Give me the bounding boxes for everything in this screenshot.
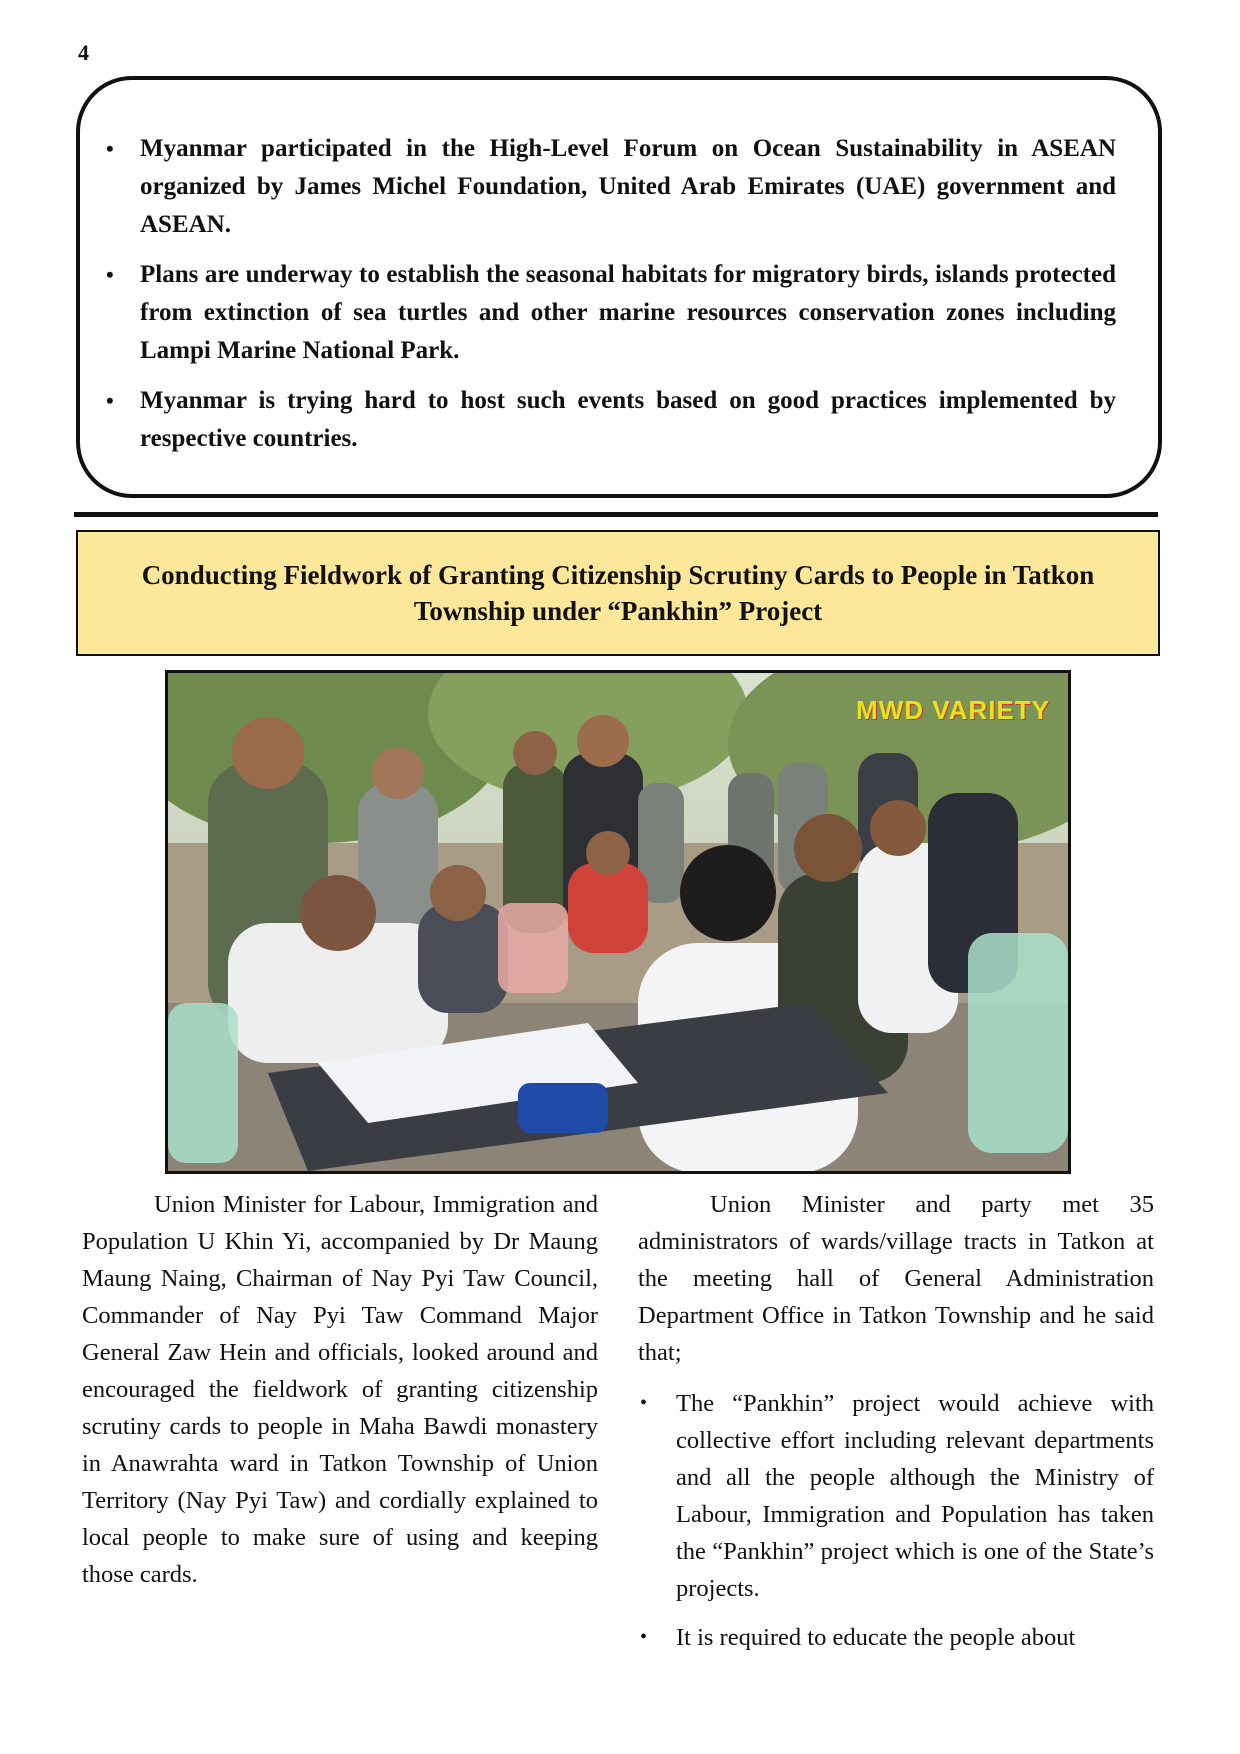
section-divider (74, 512, 1158, 517)
article-column-right (638, 1186, 1154, 1668)
article-bullet-item: • It is required to educate the people about (676, 1619, 1154, 1656)
article-photo (165, 670, 1071, 1174)
photo-illustration (168, 673, 1068, 1171)
article-column-left (82, 1186, 598, 1593)
bullet-icon: • (106, 136, 114, 161)
headline-box (76, 530, 1160, 656)
highlight-item: • Myanmar is trying hard to host such events based on good practices implemented by respective countries. (140, 382, 1116, 458)
bullet-icon: • (106, 262, 114, 287)
photo-watermark: MWD VARIETY (856, 695, 1050, 725)
article-paragraph: Union Minister and party met 35 administrators of wards/village tracts in Tatkon at the meeting hall of General Administration Department Office in Tatkon Township and he said that; (638, 1191, 1154, 1366)
bullet-icon: • (640, 1626, 648, 1648)
highlights-box (76, 76, 1162, 498)
article-headline: Conducting Fieldwork of Granting Citizenship Scrutiny Cards to People in Tatkon Township under “Pankhin” Project (141, 560, 1095, 626)
bullet-icon: • (640, 1392, 648, 1414)
article-paragraph: Union Minister for Labour, Immigration and Population U Khin Yi, accompanied by Dr Maung Maung Naing, Chairman of Nay Pyi Taw Council, Commander of Nay Pyi Taw Command Major General Zaw Hein and officials, looked around and encouraged the fieldwork of granting citizenship scrutiny cards to people in Maha Bawdi monastery in Anawrahta ward in Tatkon Township of Union Territory (Nay Pyi Taw) and cordially explained to local people to make sure of using and keeping those cards. (82, 1191, 598, 1588)
highlight-item: • Myanmar participated in the High-Level Forum on Ocean Sustainability in ASEAN organized by James Michel Foundation, United Arab Emirates (UAE) government and ASEAN. (140, 130, 1116, 244)
bullet-icon: • (106, 388, 114, 413)
article-bullet-list (638, 1385, 1154, 1656)
highlights-list (80, 80, 1158, 458)
article-bullet-item: • The “Pankhin” project would achieve with collective effort including relevant departments and all the people although the Ministry of Labour, Immigration and Population has taken the “Pankhin” project which is one of the State’s projects. (676, 1385, 1154, 1607)
highlight-item: • Plans are underway to establish the seasonal habitats for migratory birds, islands protected from extinction of sea turtles and other marine resources conservation zones including Lampi Marine National Park. (140, 256, 1116, 370)
page-number: 4 (78, 40, 89, 65)
